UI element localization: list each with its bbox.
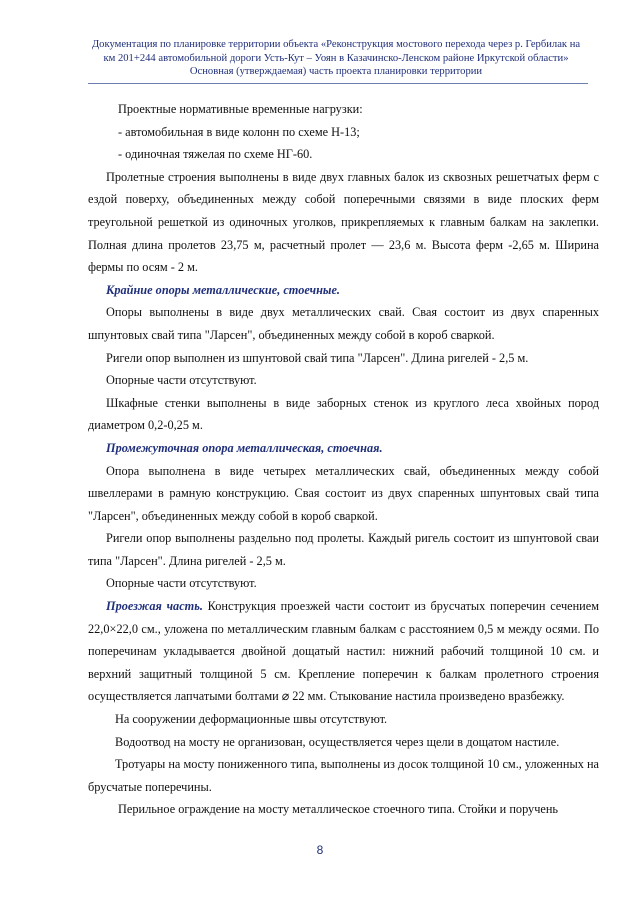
paragraph-railing: Перильное ограждение на мосту металлическое стоечного типа. Стойки и поручень <box>118 802 559 817</box>
paragraph-intermediate-support: Опора выполнена в виде четырех металлических свай, объединенных между собой швеллерами в рамную конструкцию. Свая состоит из двух спаренных шпунтовых свай типа "Ларсен", объединенных между собой в короб сваркой. <box>88 463 599 523</box>
paragraph-sidewalks: Тротуары на мосту пониженного типа, выполнены из досок толщиной 10 см., уложенных на брусчатые поперечины. <box>88 757 599 794</box>
paragraph-end-supports: Опоры выполнены в виде двух металлических свай. Свая состоит из двух спаренных шпунтовых свай типа "Ларсен", объединенных между собой в короб сваркой. <box>88 305 599 342</box>
heading-intermediate-support: Промежуточная опора металлическая, стоечная. <box>106 440 383 455</box>
paragraph-bearings-1: Опорные части отсутствуют. <box>106 373 257 388</box>
page-header <box>70 38 602 79</box>
paragraph-drainage: Водоотвод на мосту не организован, осуществляется через щели в дощатом настиле. <box>115 734 560 749</box>
page-number: 8 <box>316 843 324 857</box>
paragraph-load-heavy: - одиночная тяжелая по схеме НГ-60. <box>118 147 313 162</box>
header-divider <box>88 83 588 84</box>
paragraph-roadway <box>88 595 599 708</box>
paragraph-expansion-joints: На сооружении деформационные швы отсутствуют. <box>115 712 388 727</box>
paragraph-crossbars: Ригели опор выполнен из шпунтовой свай типа "Ларсен". Длина ригелей - 2,5 м. <box>106 350 529 365</box>
document-body <box>88 98 599 821</box>
header-line-2: км 201+244 автомобильной дороги Усть-Кут – Уоян в Казачинско-Ленском районе Иркутской области» <box>103 52 569 64</box>
paragraph-loads-intro: Проектные нормативные временные нагрузки: <box>118 102 363 116</box>
header-line-1: Документация по планировке территории объекта «Реконструкция мостового перехода через р. Гербилак на <box>91 39 581 50</box>
heading-roadway: Проезжая часть. <box>106 599 203 614</box>
paragraph-load-auto: - автомобильная в виде колонн по схеме Н-13; <box>118 124 360 139</box>
heading-end-supports: Крайние опоры металлические, стоечные. <box>106 282 340 297</box>
paragraph-backwalls: Шкафные стенки выполнены в виде заборных стенок из круглого леса хвойных пород диаметром 0,2-0,25 м. <box>88 395 599 433</box>
paragraph-spans: Пролетные строения выполнены в виде двух главных балок из сквозных решетчатых ферм с ездой поверху, объединенных между собой поперечными связями в виде плоских ферм треугольной решеткой из одиночных уголков, прикрепляемых к главным балкам на заклепки. Полная длина пролетов 23,75 м, расчетный пролет — 23,6 м. Высота ферм -2,65 м. Ширина фермы по осям - 2 м. <box>88 169 599 275</box>
paragraph-intermediate-crossbars: Ригели опор выполнены раздельно под пролеты. Каждый ригель состоит из шпунтовой сваи типа "Ларсен". Длина ригелей - 2,5 м. <box>88 531 599 568</box>
roadway-text: Конструкция проезжей части состоит из брусчатых поперечин сечением 22,0×22,0 см., уложена по металлическим главным балкам с расстоянием 0,5 м между осями. По поперечинам укладывается двойной дощатый настил: нижний рабочий толщиной 10 см. и верхний защитный толщиной 5 см. Крепление поперечин к балкам пролетного строения осуществляется лапчатыми болтами ⌀ 22 мм. Стыкование настила произведено вразбежку. <box>88 599 599 704</box>
header-line-3: Основная (утверждаемая) часть проекта планировки территории <box>189 66 483 77</box>
paragraph-bearings-2: Опорные части отсутствуют. <box>106 576 257 591</box>
